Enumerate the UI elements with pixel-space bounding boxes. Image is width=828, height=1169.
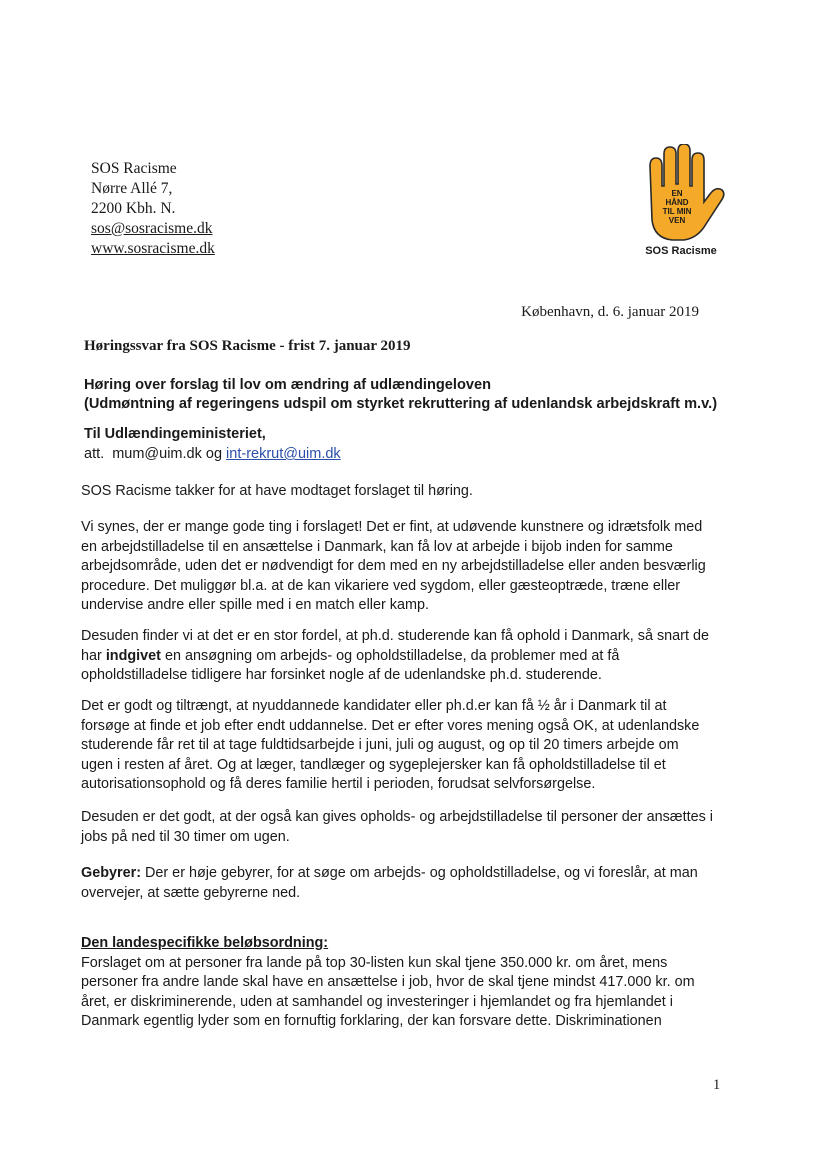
subject-heading — [84, 376, 717, 414]
sender-name: SOS Racisme — [91, 160, 177, 177]
fees-label: Gebyrer: — [81, 865, 141, 881]
paragraph-line: ugen i resten af året. Og at læger, tandlæger og sygeplejersker kan få opholdstilladelse til et — [81, 756, 666, 773]
paragraph-artists — [81, 518, 741, 616]
paragraph-thanks — [81, 482, 741, 502]
paragraph-line: arbejdsområde, uden det er nødvendigt for dem med en ny arbejdstilladelse eller anden besværlig — [81, 558, 706, 574]
logo-caption: SOS Racisme — [645, 245, 717, 257]
paragraph-line: undervise andre eller spille med i en match eller kamp. — [81, 597, 429, 613]
recipient-block — [84, 424, 341, 464]
paragraph-line: studerende får ret til at tage fuldtidsarbejde i juni, juli og august, og op til 20 timers arbejde om — [81, 737, 679, 753]
paragraph-phd — [81, 627, 741, 686]
recipient-att — [84, 444, 341, 464]
paragraph-part-time — [81, 808, 741, 847]
emphasis-text: indgivet — [105, 647, 161, 664]
paragraph-line: personer fra andre lande skal have en ansættelse i job, hvor de skal tjene mindst 417.000 kr. om — [81, 974, 695, 990]
paragraph-line: autorisationsophold og få deres familie hertil i perioden, forudsat selvforsørgelse. — [81, 776, 596, 792]
dateline: København, d. 6. januar 2019 — [521, 304, 699, 320]
paragraph-line: Desuden finder vi at det er en stor fordel, at ph.d. studerende kan få ophold i Danmark, så snart de — [81, 628, 709, 644]
paragraph-line: jobs på ned til 30 timer om ugen. — [81, 828, 290, 845]
sender-city: 2200 Kbh. N. — [91, 200, 176, 217]
hand-text-1: EN — [671, 189, 683, 198]
hand-text-2: HÅND — [665, 198, 689, 207]
paragraph-line — [81, 647, 741, 667]
paragraph-amount-scheme — [81, 934, 741, 1032]
hearing-title: Høringssvar fra SOS Racisme - frist 7. januar 2019 — [84, 338, 411, 354]
paragraph-line: Forslaget om at personer fra lande på top 30-listen kun skal tjene 350.000 kr. om året, mens — [81, 954, 668, 971]
recipient-att-prefix: att. mum@uim.dk og — [84, 446, 227, 462]
subject-line-2: (Udmøntning af regeringens udspil om styrket rekruttering af udenlandsk arbejdskraft m.v.) — [84, 396, 718, 412]
hand-icon — [636, 144, 728, 244]
sender-website-link[interactable]: www.sosracisme.dk — [91, 240, 215, 257]
sender-email-link[interactable]: sos@sosracisme.dk — [91, 220, 213, 237]
paragraph-line: Desuden er det godt, at der også kan gives opholds- og arbejdstilladelse til personer der ansættes i — [81, 809, 713, 825]
text-run: en ansøgning om arbejds- og opholdstilladelse, da problemer med at få — [160, 647, 620, 664]
recipient-email-link[interactable]: int-rekrut@uim.dk — [226, 446, 341, 462]
paragraph-fees — [81, 864, 741, 903]
paragraph-line: en arbejdstilladelse til en ansættelse i Danmark, kan få lov at arbejde i bijob inden for samme — [81, 538, 673, 555]
hand-text-4: VEN — [668, 216, 686, 225]
text-run: har — [81, 647, 106, 664]
paragraph-line: Danmark egentlig lyder som en fornuftig forklaring, der kan forsvare dette. Diskriminationen — [81, 1013, 662, 1029]
subject-line-1: Høring over forslag til lov om ændring af udlændingeloven — [84, 377, 492, 393]
hand-text-3: TIL MIN — [662, 207, 692, 216]
text-run: Der er høje gebyrer, for at søge om arbejds- og opholdstilladelse, og vi foreslår, at man — [141, 865, 698, 881]
sos-racisme-logo — [636, 144, 728, 264]
paragraph-line — [81, 864, 741, 884]
paragraph-line: SOS Racisme takker for at have modtaget forslaget til høring. — [81, 483, 473, 499]
sender-street: Nørre Allé 7, — [91, 180, 173, 197]
paragraph-graduates — [81, 697, 741, 795]
recipient-to: Til Udlændingeministeriet, — [84, 426, 266, 442]
paragraph-line: opholdstilladelse tidligere har forsinket nogle af de udenlandske ph.d. studerende. — [81, 667, 602, 683]
page-number: 1 — [713, 1077, 721, 1093]
paragraph-line: procedure. Det muliggør bl.a. at de kan vikariere ved sygdom, eller gæsteoptræde, træne eller — [81, 577, 681, 594]
paragraph-line: Vi synes, der er mange gode ting i forslaget! Det er fint, at udøvende kunstnere og idrætsfolk med — [81, 519, 703, 535]
sender-address — [91, 159, 215, 259]
section-heading: Den landespecifikke beløbsordning: — [81, 935, 329, 951]
paragraph-line: Det er godt og tiltrængt, at nyuddannede kandidater eller ph.d.er kan få ½ år i Danmark til at — [81, 698, 667, 714]
paragraph-line: overvejer, at sætte gebyrerne ned. — [81, 884, 301, 901]
paragraph-line: året, er diskriminerende, uden at samhandel og investeringer i hjemlandet og fra hjemlandet i — [81, 993, 673, 1010]
paragraph-line: forsøge at finde et job efter endt uddannelse. Det er efter vores mening også OK, at udenlandske — [81, 717, 700, 734]
